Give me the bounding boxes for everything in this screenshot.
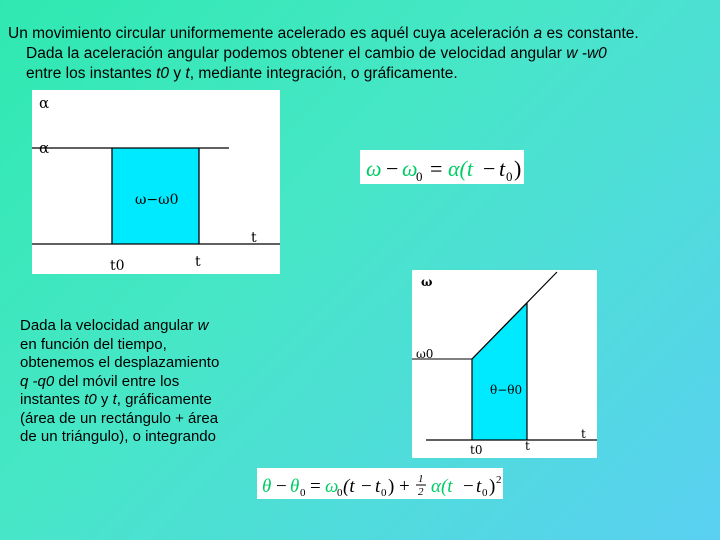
x-axis-label: t xyxy=(581,427,586,441)
svg-text:ω − ω 0: ω − ω 0 = α(t − t 0 ) xyxy=(366,156,522,184)
acceleration-diagram-svg xyxy=(32,90,280,274)
intro-line-1: Un movimiento circular uniformemente acelerado es aquél cuya aceleración a es constante. xyxy=(8,25,639,42)
x-axis-label: t xyxy=(251,230,257,246)
displacement-equation xyxy=(257,468,503,499)
intro-line-3: entre los instantes t0 y t, mediante integración, o gráficamente. xyxy=(26,65,458,82)
displacement-area xyxy=(472,303,527,440)
alpha-axis-label: α xyxy=(39,94,50,112)
velocity-diagram xyxy=(412,270,597,458)
acceleration-diagram xyxy=(32,90,280,274)
area-label: θ−θ0 xyxy=(490,383,523,397)
fraction-numerator: 1 xyxy=(418,473,424,485)
fraction-denominator: 2 xyxy=(418,486,424,498)
var-a: a xyxy=(533,25,543,42)
tick-t: t xyxy=(525,439,530,453)
velocity-change-equation xyxy=(360,150,524,184)
omega-axis-label: ω xyxy=(421,275,433,289)
tick-t0: t0 xyxy=(470,443,483,457)
area-label: ω−ω0 xyxy=(135,192,179,208)
svg-text:θ − θ 0: θ − θ 0 = ω 0 (t − t 0 ) + α(t − t 0 ) 2 xyxy=(262,474,502,499)
displacement-paragraph: Dada la velocidad angular w en función del tiempo, obtenemos el desplazamiento q -q0 del móvil entre los instantes t0 y t, gráficamente (área de un rectángulo + área de un triángulo), o integrando xyxy=(20,317,220,445)
var-w-w0: w -w0 xyxy=(566,45,607,62)
tick-t0: t0 xyxy=(110,258,125,274)
alpha-level-label: α xyxy=(39,139,50,157)
omega0-label: ω0 xyxy=(416,347,434,361)
intro-text xyxy=(8,24,718,84)
velocity-change-equation-svg xyxy=(360,150,524,184)
intro-line-2: Dada la aceleración angular podemos obtener el cambio de velocidad angular w -w0 xyxy=(26,45,607,62)
tick-t: t xyxy=(195,254,201,270)
velocity-diagram-svg xyxy=(412,270,597,458)
displacement-equation-svg xyxy=(257,468,503,499)
